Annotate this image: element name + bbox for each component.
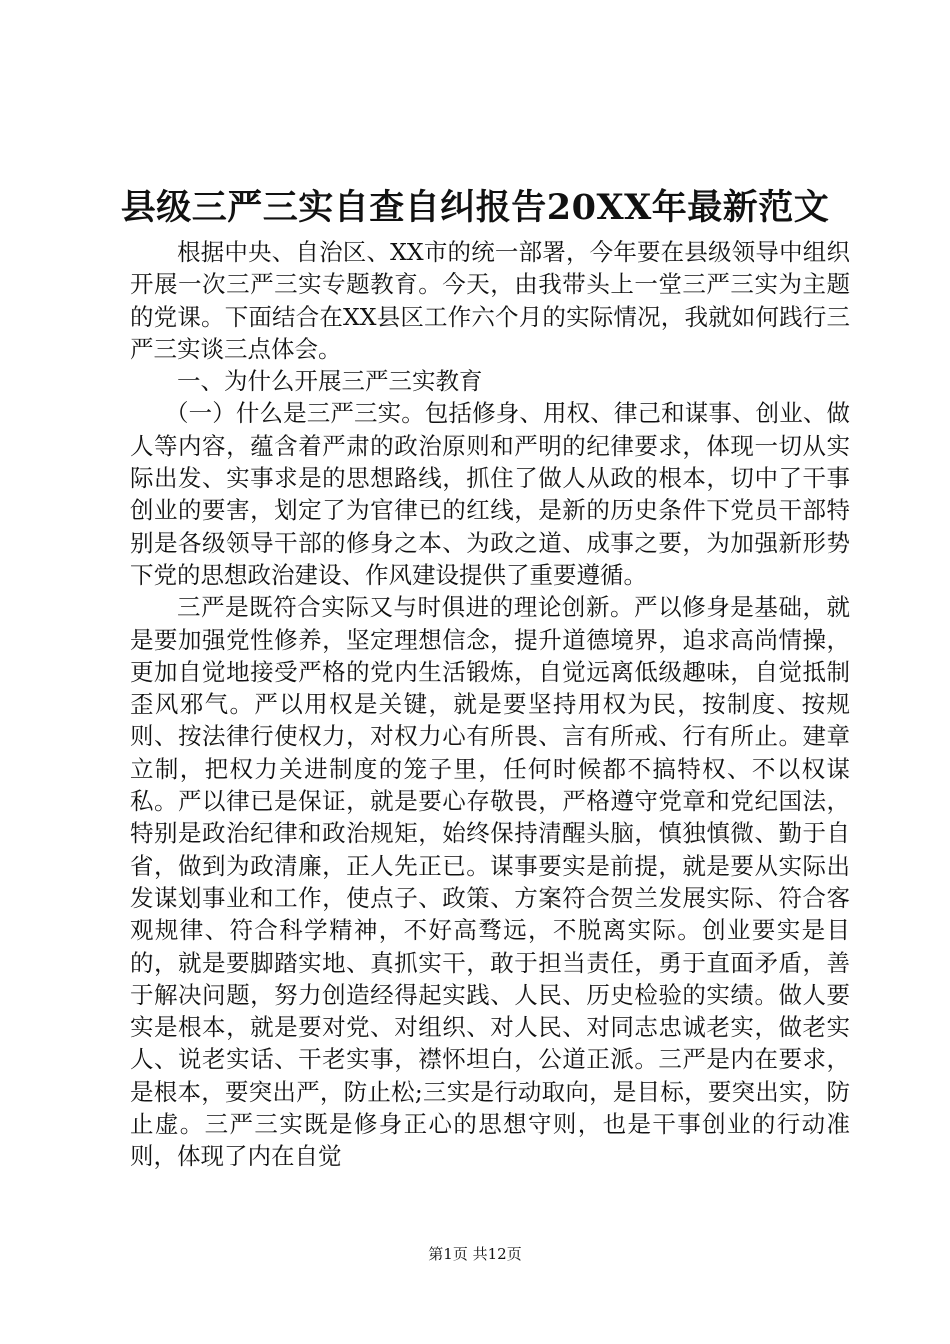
paragraph-theory: 三严是既符合实际又与时俱进的理论创新。严以修身是基础，就是要加强党性修养，坚定理想信念，提升道德境界，追求高尚情操，更加自觉地接受严格的党内生活锻炼，自觉远离低级趣味，自觉抵制歪风邪气。严以用权是关键，就是要坚持用权为民，按制度、按规则、按法律行使权力，对权力心有所畏、言有所戒、行有所止。建章立制，把权力关进制度的笼子里，任何时候都不搞特权、不以权谋私。严以律已是保证，就是要心存敬畏，严格遵守党章和党纪国法，特别是政治纪律和政治规矩，始终保持清醒头脑，慎独慎微、勤于自省，做到为政清廉，正人先正已。谋事要实是前提，就是要从实际出发谋划事业和工作，使点子、政策、方案符合贺兰发展实际、符合客观规律、符合科学精神，不好高骛远，不脱离实际。创业要实是目的，就是要脚踏实地、真抓实干，敢于担当责任，勇于直面矛盾，善于解决问题，努力创造经得起实践、人民、历史检验的实绩。做人要实是根本，就是要对党、对组织、对人民、对同志忠诚老实，做老实人、说老实话、干老实事，襟怀坦白，公道正派。三严是内在要求，是根本，要突出严，防止松;三实是行动取向，是目标，要突出实，防止虚。三严三实既是修身正心的思想守则，也是干事创业的行动准则，体现了内在自觉 xyxy=(130,593,850,1171)
page-footer: 第1页 共12页 xyxy=(428,1245,522,1263)
document-body xyxy=(130,236,850,1173)
document-title: 县级三严三实自查自纠报告20XX年最新范文 xyxy=(120,187,830,228)
section-heading: 一、为什么开展三严三实教育 xyxy=(177,367,483,396)
paragraph-definition: （一）什么是三严三实。包括修身、用权、律己和谋事、创业、做人等内容，蕴含着严肃的政治原则和严明的纪律要求，体现一切从实际出发、实事求是的思想路线，抓住了做人从政的根本，切中了干事创业的要害，划定了为官律已的红线，是新的历史条件下党员干部特别是各级领导干部的修身之本、为政之道、成事之要，为加强新形势下党的思想政治建设、作风建设提供了重要遵循。 xyxy=(130,399,850,589)
paragraph-intro: 根据中央、自治区、XX市的统一部署，今年要在县级领导中组织开展一次三严三实专题教育。今天，由我带头上一堂三严三实为主题的党课。下面结合在XX县区工作六个月的实际情况，我就如何践行三严三实谈三点体会。 xyxy=(130,238,850,363)
